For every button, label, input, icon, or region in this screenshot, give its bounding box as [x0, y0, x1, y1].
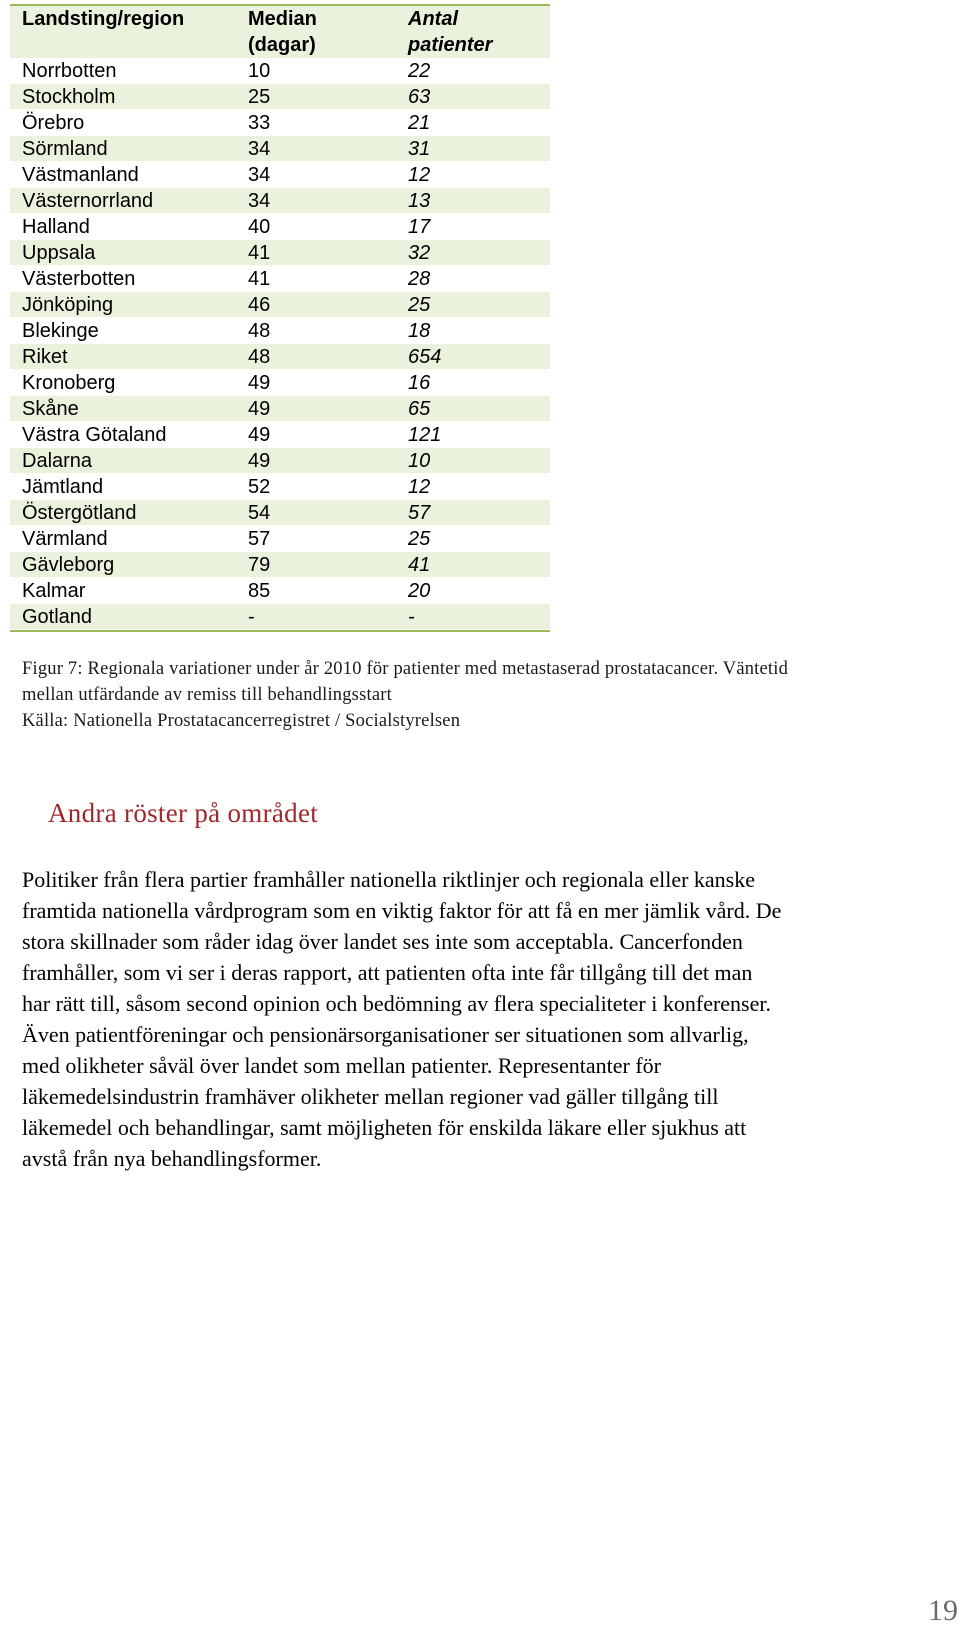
table-row [10, 318, 550, 344]
cell-patients: 31 [408, 138, 431, 160]
cell-patients: 17 [408, 216, 431, 238]
body-paragraph [22, 864, 952, 1174]
cell-median: 34 [248, 164, 271, 186]
table-row [10, 58, 550, 84]
table-row [10, 422, 550, 448]
cell-region: Västmanland [22, 164, 139, 186]
cell-median: 85 [248, 580, 271, 602]
cell-patients: 13 [408, 190, 431, 212]
header-median-line1: Median [248, 8, 317, 30]
caption-line-1: Figur 7: Regionala variationer under år 2010 för patienter med metastaserad prostatacancer. Väntetid [22, 659, 789, 679]
cell-median: 33 [248, 112, 271, 134]
section-heading: Andra röster på området [48, 798, 319, 828]
cell-median: 41 [248, 242, 271, 264]
cell-patients: 28 [408, 268, 431, 290]
region-table [10, 4, 550, 632]
cell-median: - [248, 606, 255, 628]
cell-patients: 18 [408, 320, 431, 342]
body-line: framhåller, som vi ser i deras rapport, att patienten ofta inte får tillgång till det man [22, 960, 753, 985]
cell-patients: 57 [408, 502, 431, 524]
table-row [10, 474, 550, 500]
body-line: Även patientföreningar och pensionärsorganisationer ser situationen som allvarlig, [22, 1022, 749, 1047]
cell-region: Kalmar [22, 580, 86, 602]
cell-region: Dalarna [22, 450, 93, 472]
cell-patients: 25 [408, 294, 431, 316]
cell-region: Östergötland [22, 502, 137, 524]
table-row [10, 240, 550, 266]
table-row [10, 578, 550, 604]
cell-region: Halland [22, 216, 90, 238]
cell-median: 52 [248, 476, 271, 498]
body-line: avstå från nya behandlingsformer. [22, 1146, 322, 1171]
table-row [10, 370, 550, 396]
cell-region: Västernorrland [22, 190, 154, 212]
cell-region: Värmland [22, 528, 108, 550]
table-header-row [10, 6, 550, 58]
cell-patients: 654 [408, 346, 442, 368]
caption-line-2: mellan utfärdande av remiss till behandlingsstart [22, 685, 392, 705]
header-median [248, 6, 408, 58]
cell-region: Jönköping [22, 294, 114, 316]
table-body [10, 58, 550, 630]
table-row [10, 604, 550, 630]
cell-region: Gävleborg [22, 554, 115, 576]
cell-region: Skåne [22, 398, 79, 420]
table-row [10, 552, 550, 578]
body-line: med olikheter såväl över landet som mellan patienter. Representanter för [22, 1053, 661, 1078]
cell-region: Västerbotten [22, 268, 136, 290]
cell-region: Sörmland [22, 138, 108, 160]
table-row [10, 526, 550, 552]
cell-patients: 12 [408, 164, 431, 186]
cell-median: 54 [248, 502, 271, 524]
body-line: framtida nationella vårdprogram som en viktig faktor för att få en mer jämlik vård. De [22, 898, 782, 923]
cell-median: 40 [248, 216, 271, 238]
cell-region: Blekinge [22, 320, 99, 342]
cell-patients: 25 [408, 528, 431, 550]
cell-median: 34 [248, 138, 271, 160]
cell-region: Norrbotten [22, 60, 117, 82]
body-line: läkemedelsindustrin framhäver olikheter mellan regioner vad gäller tillgång till [22, 1084, 719, 1109]
body-line: stora skillnader som råder idag över landet ses inte som acceptabla. Cancerfonden [22, 929, 743, 954]
cell-region: Kronoberg [22, 372, 116, 394]
cell-patients: 121 [408, 424, 442, 446]
cell-patients: - [408, 606, 415, 628]
page-number: 19 [928, 1594, 958, 1627]
body-line: har rätt till, såsom second opinion och bedömning av flera specialiteter i konferenser. [22, 991, 771, 1016]
cell-region: Stockholm [22, 86, 116, 108]
cell-patients: 32 [408, 242, 431, 264]
cell-median: 49 [248, 424, 271, 446]
cell-median: 41 [248, 268, 271, 290]
cell-region: Jämtland [22, 476, 104, 498]
cell-median: 34 [248, 190, 271, 212]
cell-median: 48 [248, 346, 271, 368]
cell-patients: 22 [408, 60, 431, 82]
table-row [10, 162, 550, 188]
table-row [10, 292, 550, 318]
cell-patients: 65 [408, 398, 431, 420]
table-row [10, 110, 550, 136]
cell-patients: 20 [408, 580, 431, 602]
cell-median: 49 [248, 372, 271, 394]
table-row [10, 266, 550, 292]
cell-region: Örebro [22, 112, 85, 134]
cell-patients: 10 [408, 450, 431, 472]
table-row [10, 396, 550, 422]
cell-region: Riket [22, 346, 68, 368]
cell-median: 25 [248, 86, 271, 108]
header-patients-line1: Antal [408, 8, 458, 30]
cell-patients: 41 [408, 554, 431, 576]
cell-patients: 12 [408, 476, 431, 498]
header-region: Landsting/region [22, 8, 185, 30]
table-row [10, 448, 550, 474]
cell-patients: 63 [408, 86, 431, 108]
table-row [10, 188, 550, 214]
cell-patients: 21 [408, 112, 431, 134]
cell-region: Uppsala [22, 242, 96, 264]
cell-median: 49 [248, 398, 271, 420]
cell-median: 46 [248, 294, 271, 316]
table-row [10, 84, 550, 110]
cell-median: 48 [248, 320, 271, 342]
body-line: läkemedel och behandlingar, samt möjligheten för enskilda läkare eller sjukhus att [22, 1115, 747, 1140]
cell-median: 57 [248, 528, 271, 550]
cell-region: Gotland [22, 606, 93, 628]
header-patients-line2: patienter [408, 34, 493, 56]
header-patients [408, 6, 550, 58]
cell-median: 10 [248, 60, 271, 82]
table-row [10, 214, 550, 240]
cell-median: 49 [248, 450, 271, 472]
body-line: Politiker från flera partier framhåller nationella riktlinjer och regionala eller kanske [22, 867, 756, 892]
cell-patients: 16 [408, 372, 431, 394]
table-row [10, 344, 550, 370]
figure-caption [22, 656, 952, 734]
cell-median: 79 [248, 554, 271, 576]
table-row [10, 136, 550, 162]
table-row [10, 500, 550, 526]
cell-region: Västra Götaland [22, 424, 167, 446]
caption-source: Källa: Nationella Prostatacancerregistret / Socialstyrelsen [22, 711, 461, 731]
header-median-line2: (dagar) [248, 34, 316, 56]
